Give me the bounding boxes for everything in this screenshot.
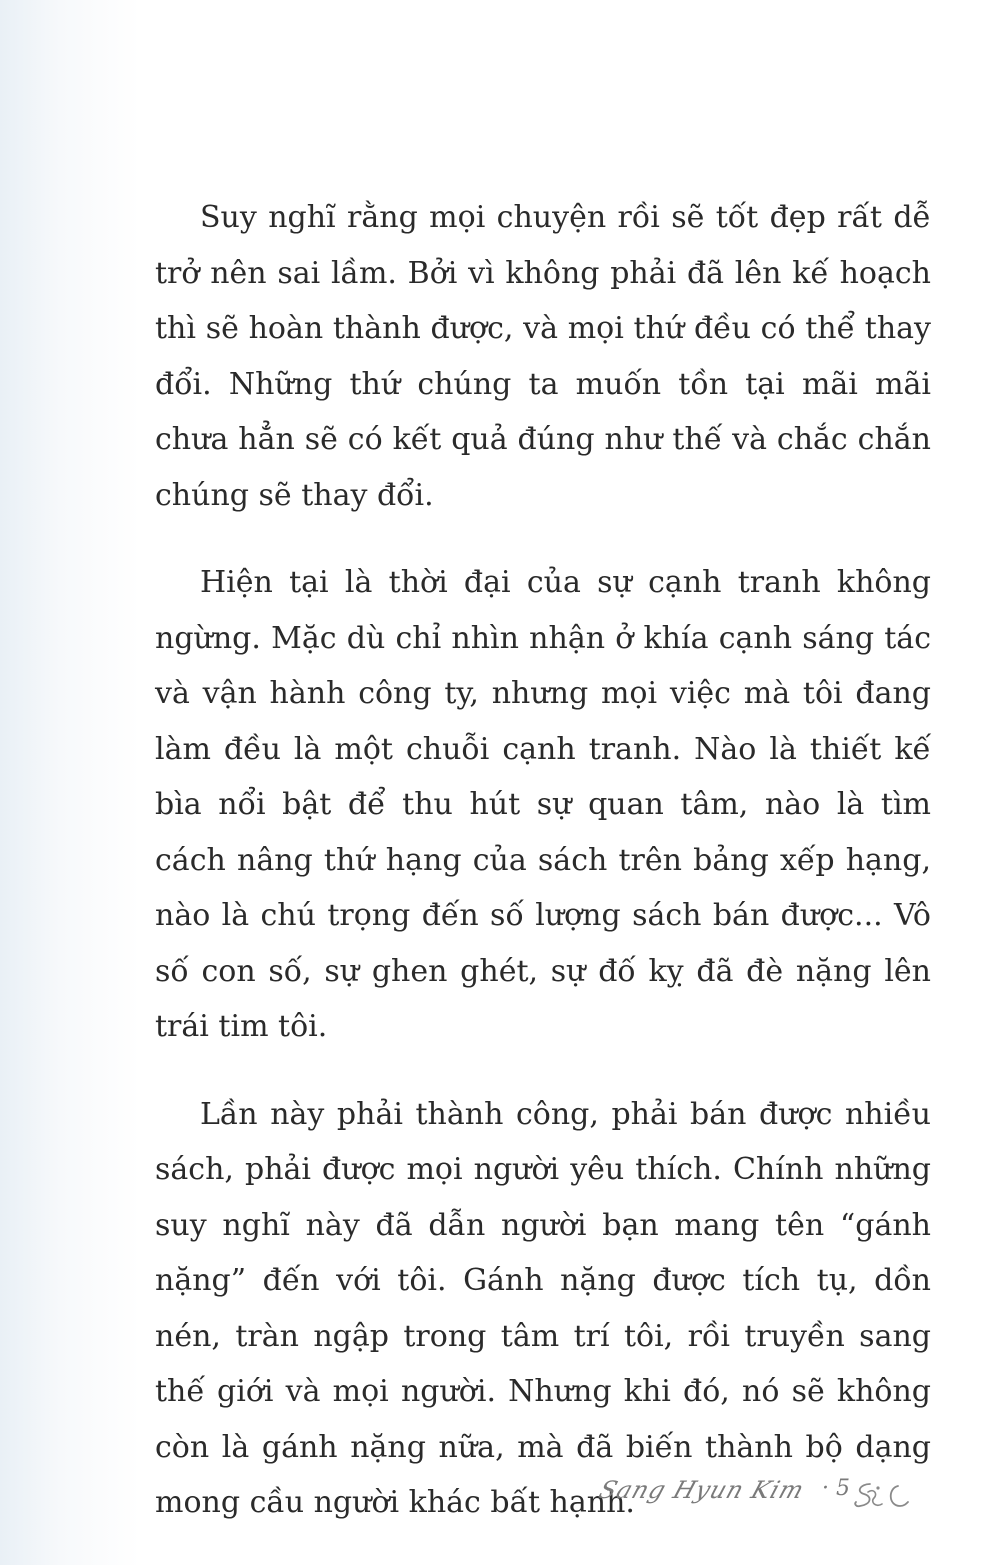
page-number-value: 5 xyxy=(836,1476,850,1501)
paragraph-3: Lần này phải thành công, phải bán được nhiều sách, phải được mọi người yêu thích. Chính những suy nghĩ này đã dẫn người bạn mang tên “gánh nặng” đến với tôi. Gánh nặng được tích tụ, dồn nén, tràn ngập trong tâm trí tôi, rồi truyền sang thế giới và mọi người. Nhưng khi đó, nó sẽ không còn là gánh nặng nữa, mà đã biến thành bộ dạng mong cầu người khác bất hạnh. xyxy=(155,1096,931,1520)
author-emblem-icon xyxy=(848,1478,928,1518)
body-text xyxy=(155,190,931,1563)
page-number xyxy=(822,1476,850,1501)
author-signature: Sang Hyun Kim xyxy=(595,1476,809,1504)
paragraph-2: Hiện tại là thời đại của sự cạnh tranh không ngừng. Mặc dù chỉ nhìn nhận ở khía cạnh sáng tác và vận hành công ty, nhưng mọi việc mà tôi đang làm đều là một chuỗi cạnh tranh. Nào là thiết kế bìa nổi bật để thu hút sự quan tâm, nào là tìm cách nâng thứ hạng của sách trên bảng xếp hạng, nào là chú trọng đến số lượng sách bán được... Vô số con số, sự ghen ghét, sự đố kỵ đã đè nặng lên trái tim tôi. xyxy=(155,565,931,1044)
page-footer xyxy=(595,1462,940,1522)
footer-separator: · xyxy=(822,1476,829,1501)
paragraph-1: Suy nghĩ rằng mọi chuyện rồi sẽ tốt đẹp rất dễ trở nên sai lầm. Bởi vì không phải đã lên kế hoạch thì sẽ hoàn thành được, và mọi thứ đều có thể thay đổi. Những thứ chúng ta muốn tồn tại mãi mãi chưa hẳn sẽ có kết quả đúng như thế và chắc chắn chúng sẽ thay đổi. xyxy=(155,200,931,513)
